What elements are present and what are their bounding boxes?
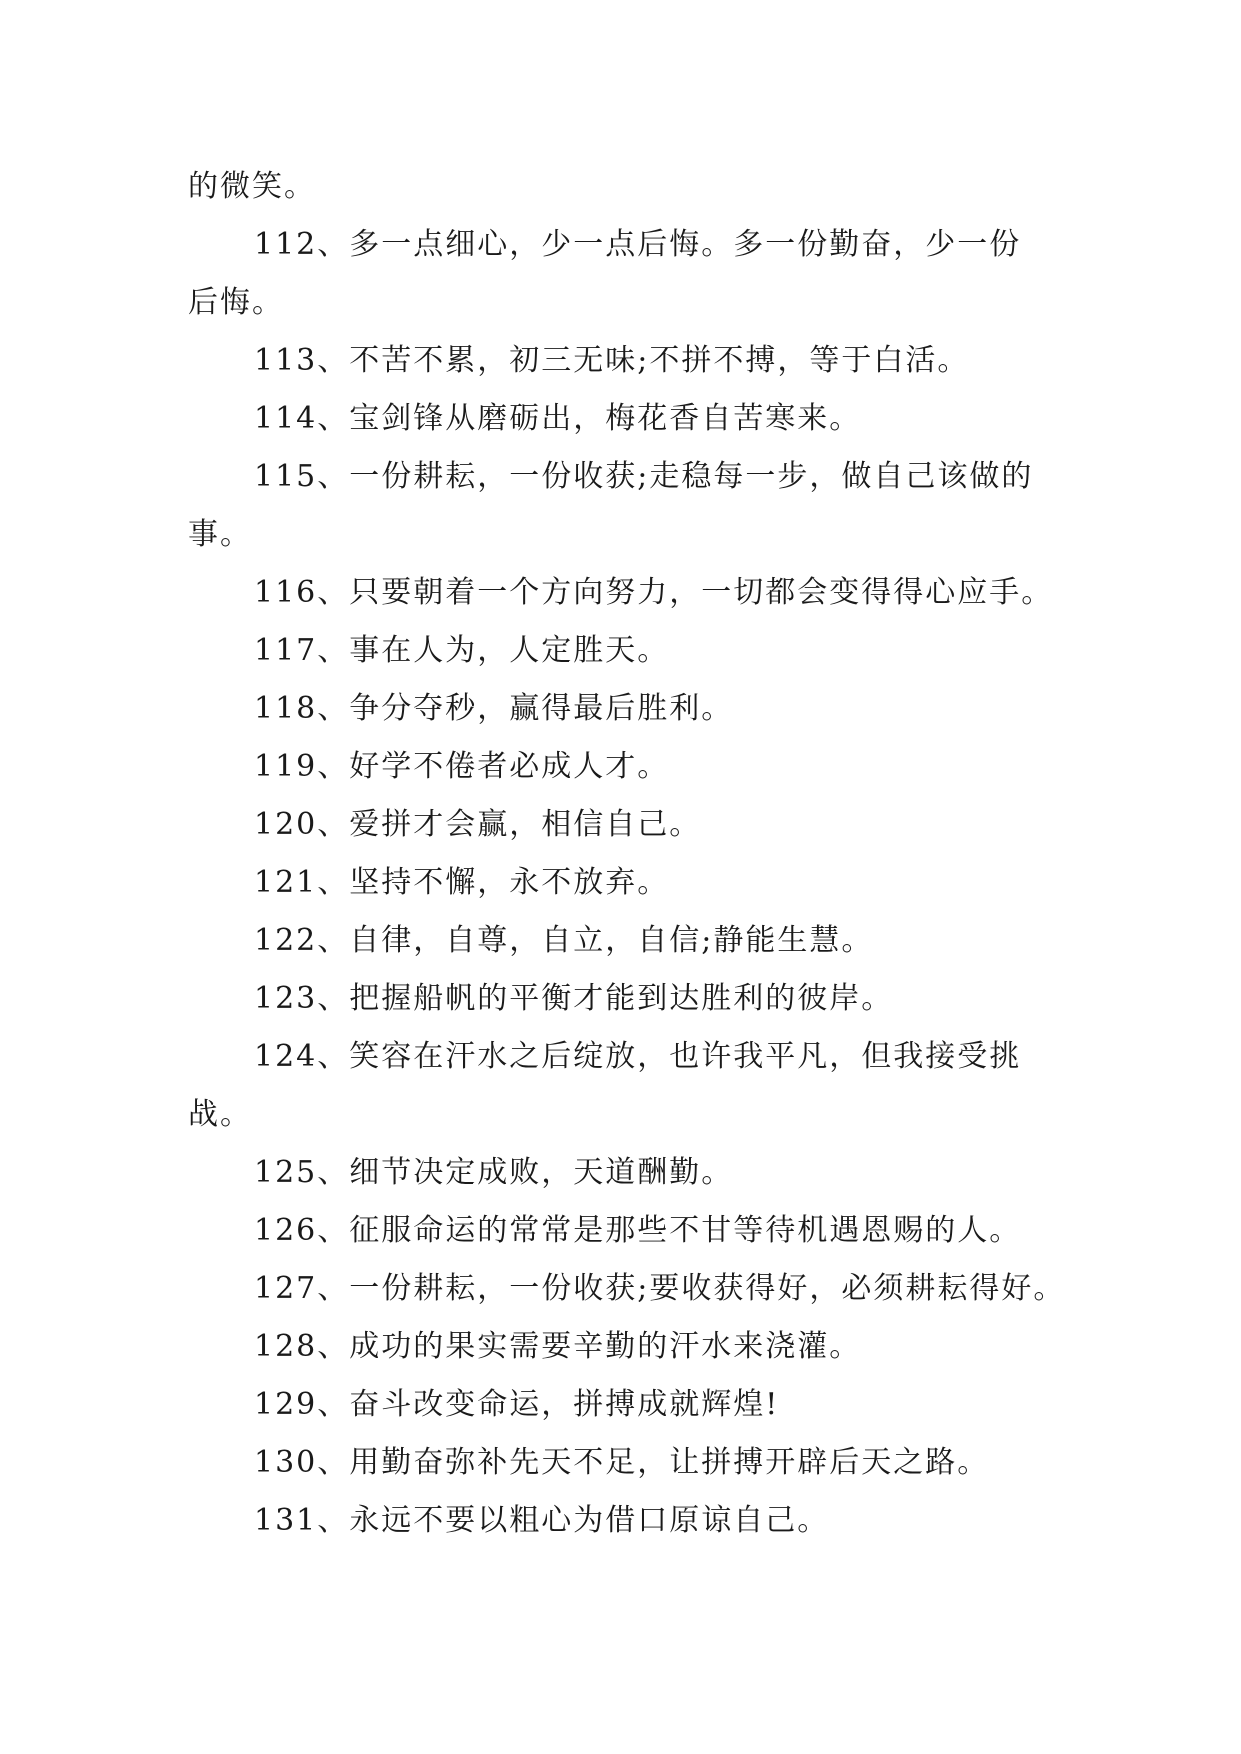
text-line-14: 122、自律，自尊，自立，自信;静能生慧。: [254, 923, 874, 958]
text-line-15: 123、把握船帆的平衡才能到达胜利的彼岸。: [254, 981, 894, 1016]
text-line-2: 112、多一点细心，少一点后悔。多一份勤奋，少一份: [254, 227, 1022, 262]
text-line-23: 130、用勤奋弥补先天不足，让拼搏开辟后天之路。: [254, 1445, 990, 1480]
text-line-24: 131、永远不要以粗心为借口原谅自己。: [254, 1503, 830, 1538]
text-line-9: 117、事在人为，人定胜天。: [254, 633, 670, 668]
text-line-18: 125、细节决定成败，天道酬勤。: [254, 1155, 734, 1190]
text-line-17: 战。: [188, 1097, 252, 1132]
text-line-11: 119、好学不倦者必成人才。: [254, 749, 670, 784]
text-line-5: 114、宝剑锋从磨砺出，梅花香自苦寒来。: [254, 401, 862, 436]
text-line-4: 113、不苦不累，初三无味;不拼不搏，等于白活。: [254, 343, 970, 378]
document-body: [188, 158, 1068, 1550]
text-line-22: 129、奋斗改变命运，拼搏成就辉煌!: [254, 1387, 780, 1422]
text-line-10: 118、争分夺秒，赢得最后胜利。: [254, 691, 734, 726]
text-line-13: 121、坚持不懈，永不放弃。: [254, 865, 670, 900]
text-line-16: 124、笑容在汗水之后绽放，也许我平凡，但我接受挑: [254, 1039, 1022, 1074]
text-line-21: 128、成功的果实需要辛勤的汗水来浇灌。: [254, 1329, 862, 1364]
text-line-12: 120、爱拼才会赢，相信自己。: [254, 807, 702, 842]
text-line-20: 127、一份耕耘，一份收获;要收获得好，必须耕耘得好。: [254, 1271, 1066, 1306]
text-line-6: 115、一份耕耘，一份收获;走稳每一步，做自己该做的: [254, 459, 1034, 494]
text-line-19: 126、征服命运的常常是那些不甘等待机遇恩赐的人。: [254, 1213, 1022, 1248]
text-line-7: 事。: [188, 517, 252, 552]
text-line-3: 后悔。: [188, 285, 284, 320]
text-line-1: 的微笑。: [188, 169, 316, 204]
text-line-8: 116、只要朝着一个方向努力，一切都会变得得心应手。: [254, 575, 1054, 610]
